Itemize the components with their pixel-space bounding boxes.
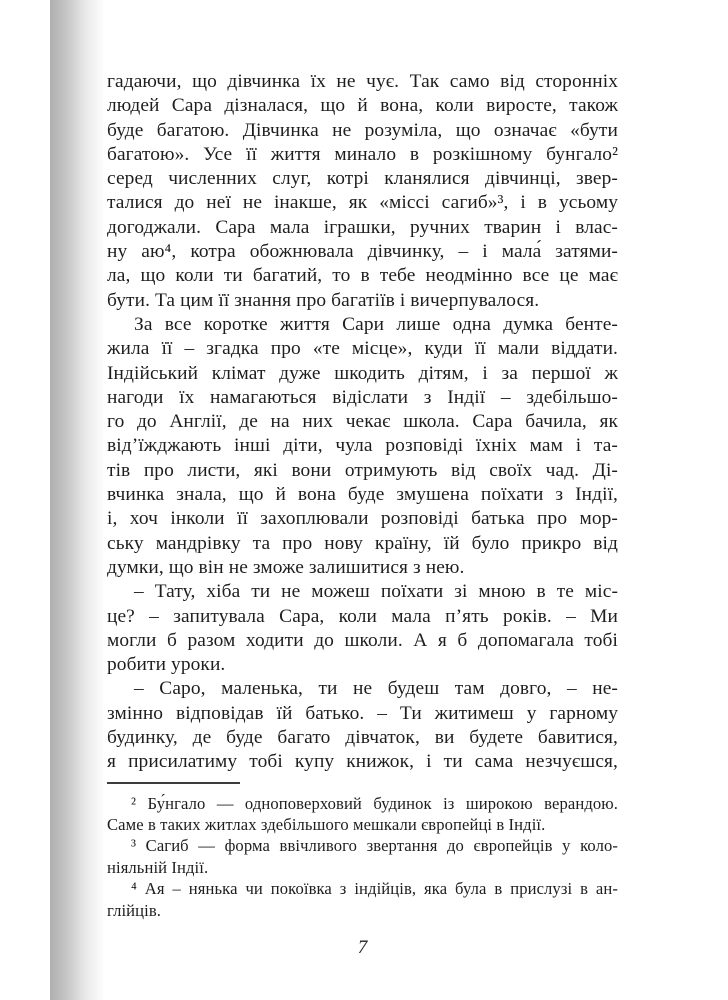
text-line: глійців.	[107, 900, 162, 920]
text-line: і, хоч інколи її захоплювали розповіді батька про мор-	[107, 508, 618, 530]
text-line: будинку, де буде багато дівчаток, ви будете бавитися,	[107, 727, 618, 749]
text-line: Індійський клімат дуже шкодить дітям, і за першої ж	[107, 362, 618, 384]
text-line: робити уроки.	[107, 654, 226, 676]
text-line: я присилатиму тобі купу книжок, і ти сама незчуєшся,	[107, 751, 618, 773]
text-line: це? – запитувала Сара, коли мала п’ять років. – Ми	[107, 605, 618, 627]
text-line: змінно відповідав їй батько. – Ти житимеш у гарному	[107, 702, 618, 724]
text-line: буде багатою. Дівчинка не розуміла, що означає «бути	[107, 119, 618, 141]
text-line: ську мандрівку та про нову країну, їй було прикро від	[107, 532, 618, 554]
text-line: ⁴ Ая – нянька чи покоївка з індійців, яка була в прислузі в ан-	[131, 879, 618, 899]
text-line: людей Сара дізналася, що й вона, коли виросте, також	[107, 95, 618, 117]
text-line: могли б разом ходити до школи. А я б допомагала тобі	[107, 629, 618, 651]
text-line: ла, що коли ти багатий, то в тебе неодмінно все це має	[107, 265, 618, 287]
text-line: гадаючи, що дівчинка їх не чує. Так само від сторонніх	[107, 71, 618, 92]
page-number: 7	[357, 936, 368, 958]
text-line: багатою». Усе її життя минало в розкішному бунгало²	[107, 143, 618, 165]
text-line: го до Англії, де на них чекає школа. Сара бачила, як	[107, 411, 618, 433]
text-line: догоджали. Сара мала іграшки, ручних тварин і влас-	[107, 216, 618, 238]
text-line: вчинка знала, що й вона буде змушена поїхати з Індії,	[107, 484, 618, 506]
page-content	[107, 70, 618, 959]
text-line: жила її – згадка про «те місце», куди її мали віддати.	[107, 338, 618, 360]
text-line: нагоди їх намагаються відіслати з Індії – здебільшо-	[107, 386, 618, 408]
footnote-rule	[107, 782, 240, 784]
page-gutter-shadow	[50, 0, 105, 1000]
footnotes	[107, 793, 618, 921]
text-line: думки, що він не зможе залишитися з нею.	[107, 556, 465, 578]
text-line: За все коротке життя Сари лише одна думка бенте-	[134, 313, 618, 335]
text-line: від’їжджають інші діти, чула розповіді їхніх мам і та-	[107, 435, 618, 457]
text-line: серед численних слуг, котрі кланялися дівчинці, звер-	[107, 168, 618, 190]
body-text	[107, 70, 618, 775]
text-line: талися до неї не інакше, як «міссі сагиб»³, і в усьому	[107, 192, 618, 214]
text-line: – Саро, маленька, ти не будеш там довго, – не-	[134, 678, 618, 700]
text-line: ну аю⁴, котра обожнювала дівчинку, – і мала́ затями-	[107, 241, 618, 263]
text-line: – Тату, хіба ти не можеш поїхати зі мною в те міс-	[134, 581, 618, 603]
text-line: Саме в таких житлах здебільшого мешкали європейці в Індії.	[107, 815, 546, 834]
text-line: ² Бу́нгало — одноповерховий будинок із широкою верандою.	[131, 793, 618, 813]
text-line: ніяльній Індії.	[107, 857, 209, 877]
text-line: бути. Та цим її знання про багатіїв і вичерпувалося.	[107, 289, 540, 311]
text-line: ³ Сагиб — форма ввічливого звертання до європейців у коло-	[131, 836, 618, 856]
text-line: тів про листи, які вони отримують від своїх чад. Ді-	[107, 459, 618, 481]
